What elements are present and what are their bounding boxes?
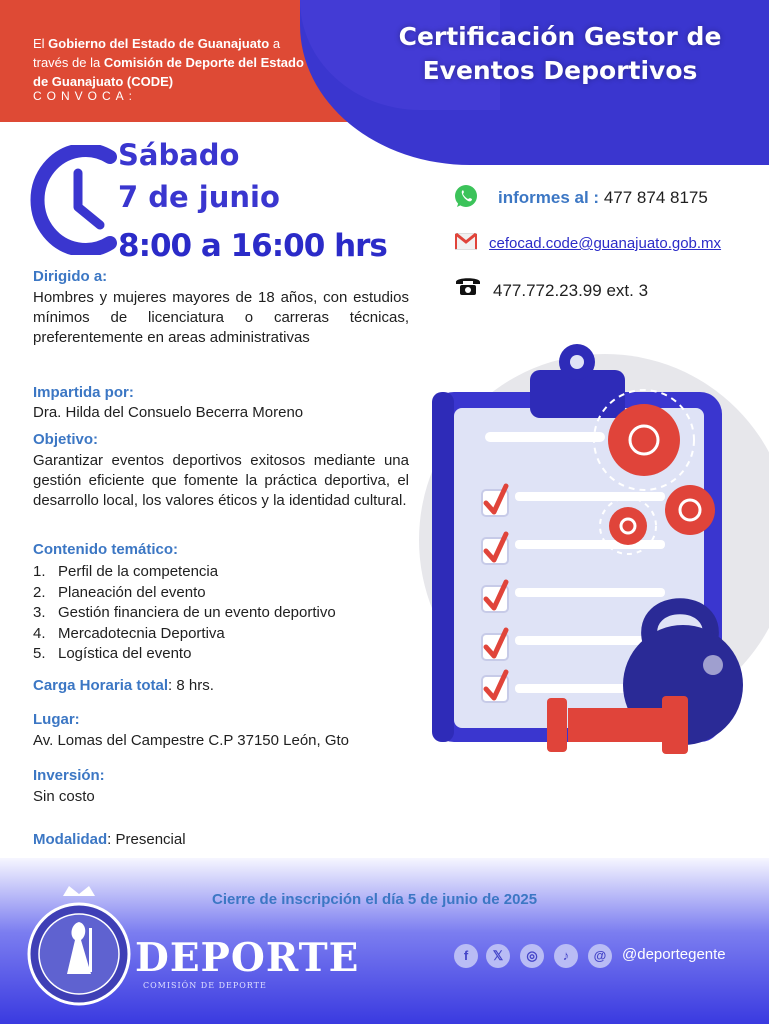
list-item: 4. Mercadotecnia Deportiva [33,624,225,642]
objetivo-label: Objetivo: [33,431,99,448]
event-day: Sábado [118,138,240,172]
convoca-text: CONVOCA: [33,89,138,103]
clock-icon [30,145,126,255]
x-icon[interactable]: 𝕏 [486,944,510,968]
threads-icon[interactable]: @ [588,944,612,968]
objetivo-text: Garantizar eventos deportivos exitosos mediante una gestión eficiente que fomente la práctica deportiva, el desarrollo local, los valores éticos y la identidad cultural. [33,452,409,509]
telephone-icon [455,276,481,296]
gmail-icon [455,233,477,250]
inversion-label: Inversión: [33,767,105,784]
contenido-label: Contenido temático: [33,541,178,558]
office-phone: 477.772.23.99 ext. 3 [493,281,649,300]
contenido-list [33,562,336,665]
modalidad: Modalidad: Presencial [33,831,186,848]
event-time: 8:00 a 16:00 hrs [118,228,387,264]
page-title: Certificación Gestor de Eventos Deportivos [398,22,722,85]
list-item: 3. Gestión financiera de un evento deportivo [33,604,336,621]
dirigido-label: Dirigido a: [33,268,108,285]
lugar-text: Av. Lomas del Campestre C.P 37150 León, Gto [33,732,350,749]
instagram-icon[interactable]: ◎ [520,944,544,968]
email-link[interactable]: cefocad.code@guanajuato.gob.mx [489,235,722,252]
social-handle[interactable]: @deportegente [622,946,726,963]
informes-line: informes al : 477 874 8175 [498,188,708,207]
comision-logo-text: COMISIÓN DE DEPORTE [143,981,267,990]
event-date: 7 de junio [118,180,280,214]
list-item: 5. Logística del evento [33,645,192,662]
registration-deadline: Cierre de inscripción el día 5 de junio de 2025 [212,891,538,908]
deporte-logo-text: DEPORTE [135,935,360,981]
lugar-label: Lugar: [33,711,80,728]
list-item: 1. Perfil de la competencia [33,563,219,580]
list-item: 2. Planeación del evento [33,583,206,601]
impartida-label: Impartida por: [33,384,134,401]
carga-horaria: Carga Horaria total: 8 hrs. [33,677,214,694]
whatsapp-icon [453,183,479,209]
inversion-text: Sin costo [33,788,95,805]
organizer-text: El Gobierno del Estado de Guanajuato a través de la Comisión de Deporte del Estado de Guanajuato (CODE) [33,36,304,89]
dirigido-text: Hombres y mujeres mayores de 18 años, con estudios mínimos de licenciatura o carreras técnicas, preferentemente en areas administrativas [33,289,409,346]
clipboard-illustration [380,340,769,760]
state-seal-logo [25,882,133,1010]
impartida-text: Dra. Hilda del Consuelo Becerra Moreno [33,404,304,421]
tiktok-icon[interactable]: ♪ [554,944,578,968]
facebook-icon[interactable]: f [454,944,478,968]
